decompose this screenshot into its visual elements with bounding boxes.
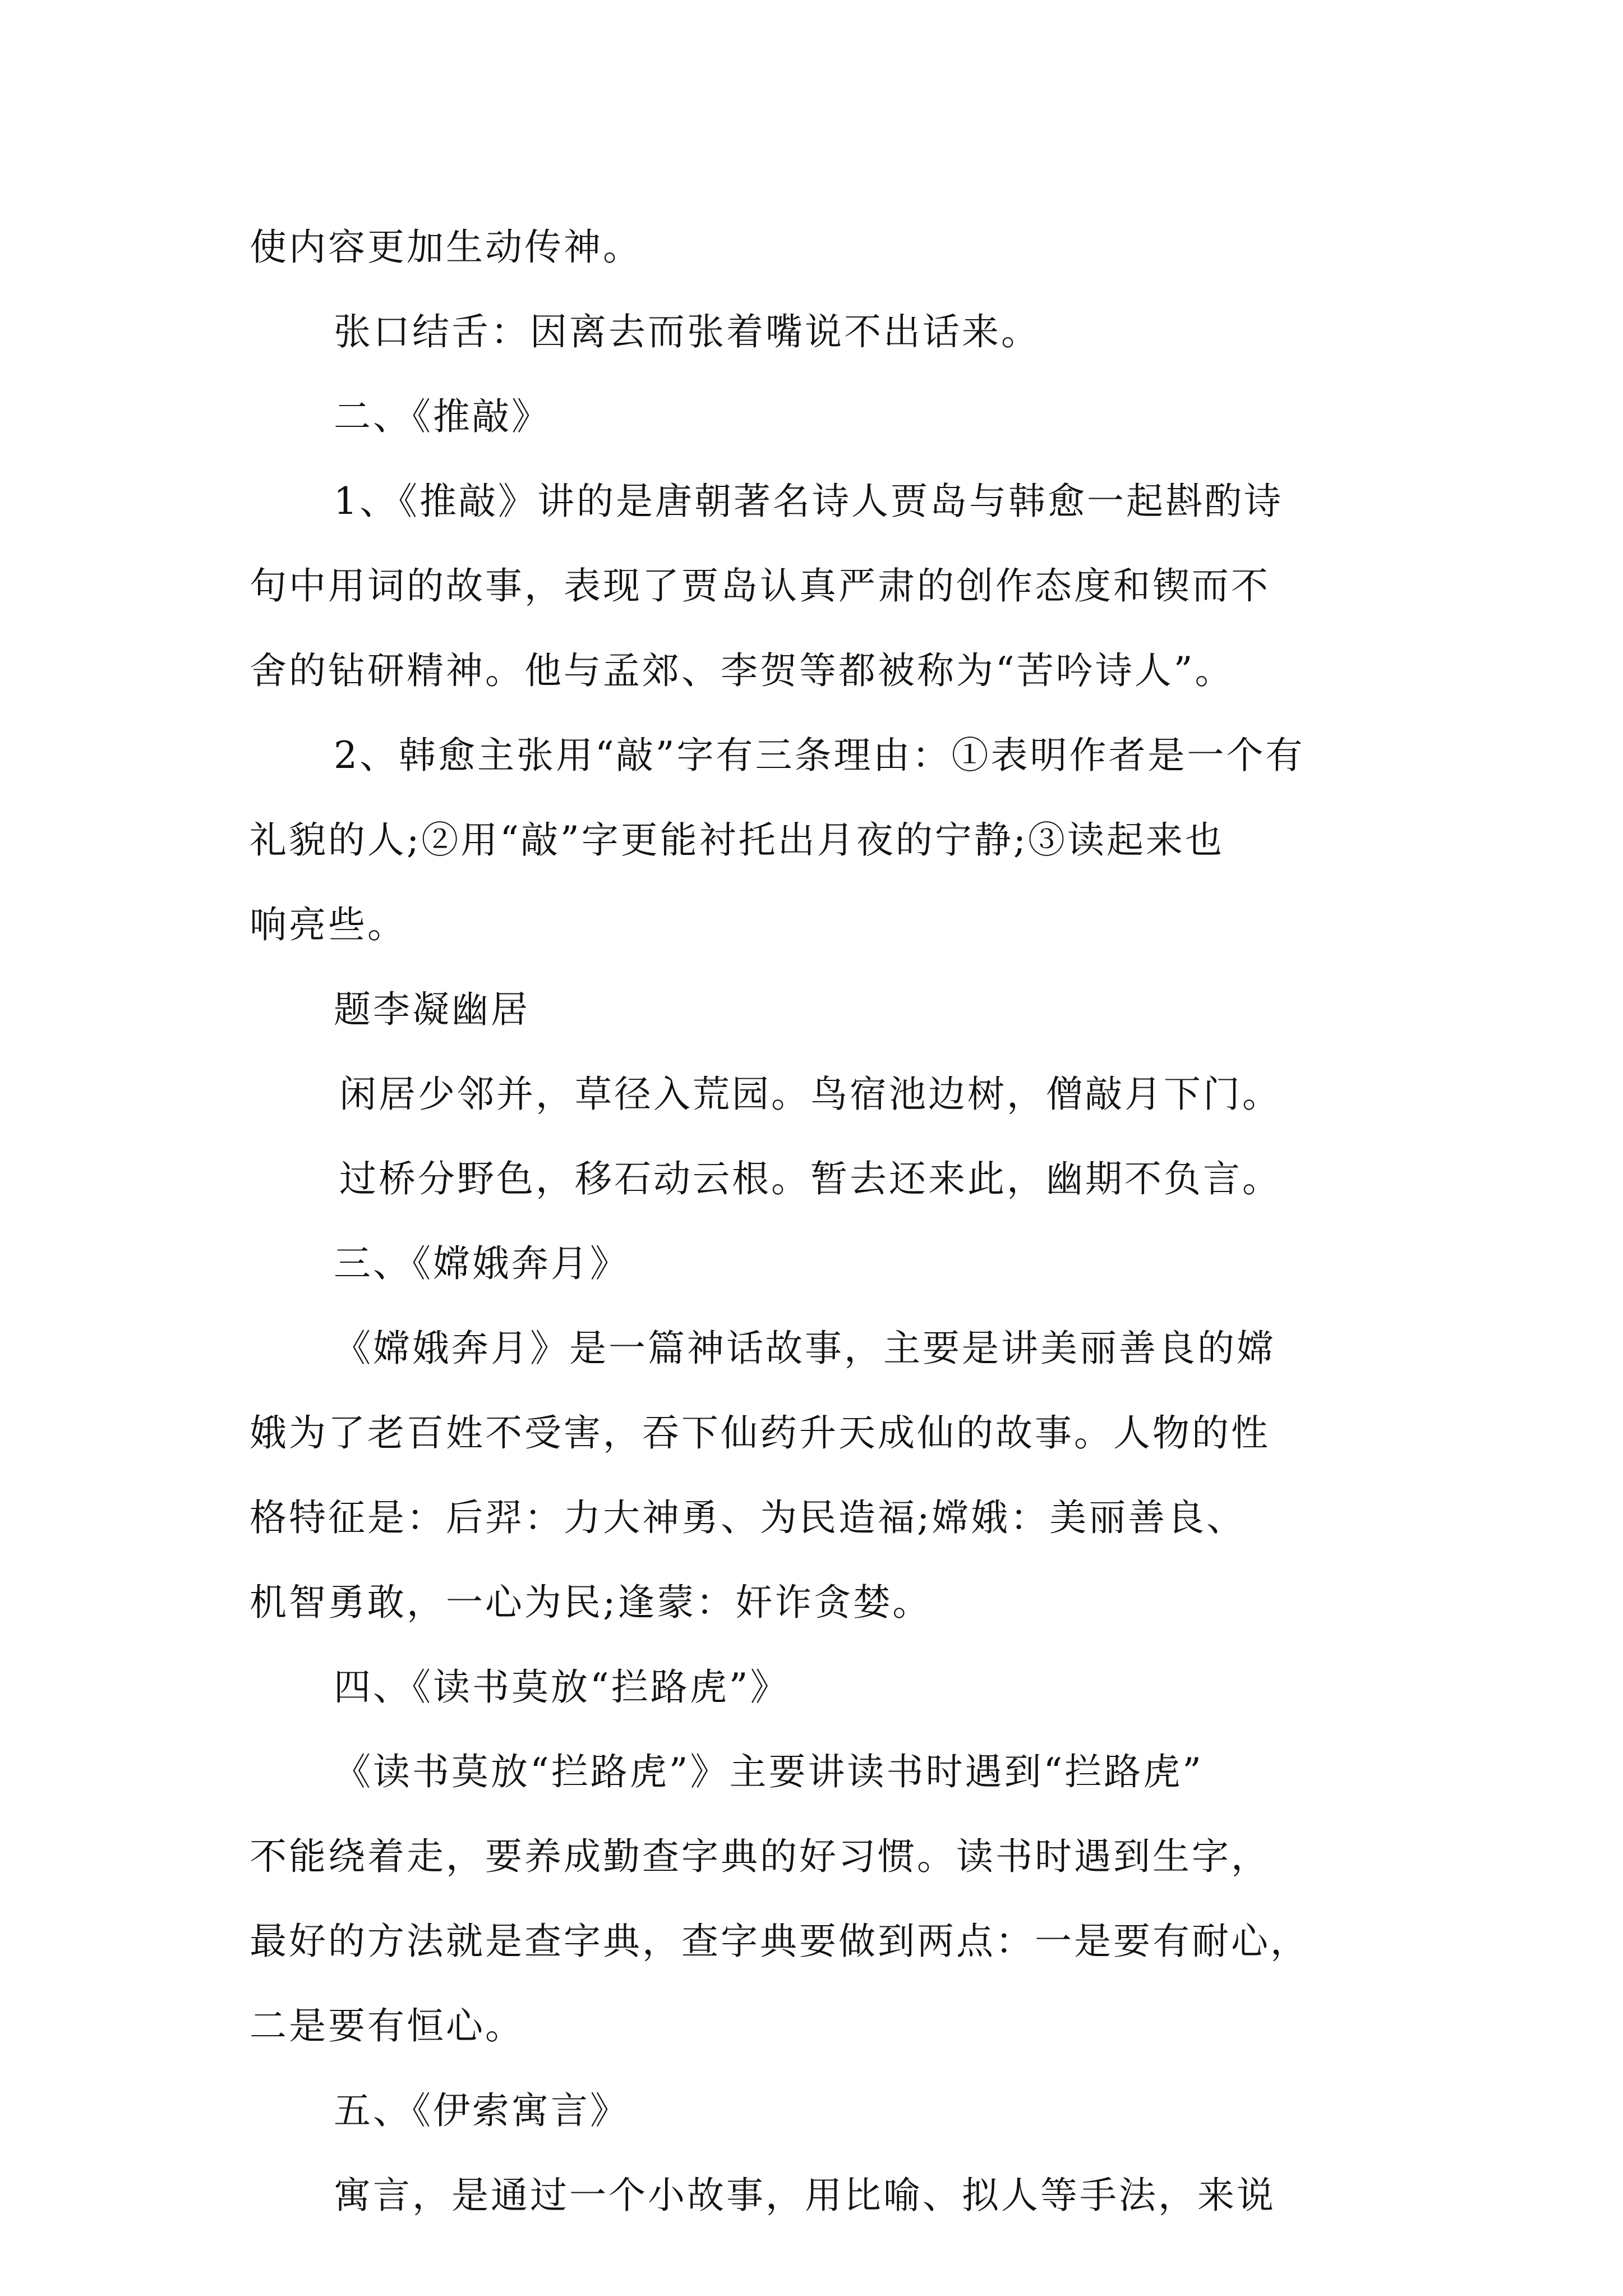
paragraph-line: 娥为了老百姓不受害，吞下仙药升天成仙的故事。人物的性 [250, 1411, 1270, 1455]
paragraph-line: 格特征是：后羿：力大神勇、为民造福;嫦娥：美丽善良、 [250, 1496, 1246, 1539]
paragraph-line: 不能绕着走，要养成勤查字典的好习惯。读书时遇到生字， [250, 1835, 1270, 1878]
paragraph-line: 舍的钻研精神。他与孟郊、李贺等都被称为“苦吟诗人”。 [250, 649, 1234, 692]
poem-title: 题李凝幽居 [334, 988, 530, 1031]
paragraph-line: 最好的方法就是查字典，查字典要做到两点：一是要有耐心， [250, 1920, 1310, 1963]
paragraph-line: 张口结舌：因离去而张着嘴说不出话来。 [334, 310, 1040, 353]
section-heading: 三、《嫦娥奔月》 [334, 1242, 629, 1285]
paragraph-line: 1、《推敲》讲的是唐朝著名诗人贾岛与韩愈一起斟酌诗 [334, 480, 1283, 523]
paragraph-line: 句中用词的故事，表现了贾岛认真严肃的创作态度和锲而不 [250, 564, 1270, 608]
poem-line: 过桥分野色，移石动云根。暂去还来此，幽期不负言。 [339, 1157, 1281, 1200]
paragraph-line: 机智勇敢，一心为民;逢蒙：奸诈贪婪。 [250, 1581, 932, 1624]
section-heading: 五、《伊索寓言》 [334, 2089, 629, 2132]
document-body [250, 205, 1394, 2238]
paragraph-line: 寓言，是通过一个小故事，用比喻、拟人等手法，来说 [334, 2174, 1276, 2217]
paragraph-line: 响亮些。 [250, 903, 407, 946]
paragraph-line: 礼貌的人;②用“敲”字更能衬托出月夜的宁静;③读起来也 [250, 818, 1224, 862]
paragraph-line: 2、韩愈主张用“敲”字有三条理由：①表明作者是一个有 [334, 734, 1305, 777]
paragraph-line: 《读书莫放“拦路虎”》主要讲读书时遇到“拦路虎” [334, 1750, 1204, 1793]
paragraph-line: 《嫦娥奔月》是一篇神话故事，主要是讲美丽善良的嫦 [334, 1327, 1276, 1370]
paragraph-line: 二是要有恒心。 [250, 2004, 524, 2047]
section-heading: 二、《推敲》 [334, 395, 551, 438]
poem-line: 闲居少邻并，草径入荒园。鸟宿池边树，僧敲月下门。 [339, 1073, 1281, 1116]
section-heading: 四、《读书莫放“拦路虎”》 [334, 1665, 790, 1709]
paragraph-line: 使内容更加生动传神。 [250, 226, 642, 269]
